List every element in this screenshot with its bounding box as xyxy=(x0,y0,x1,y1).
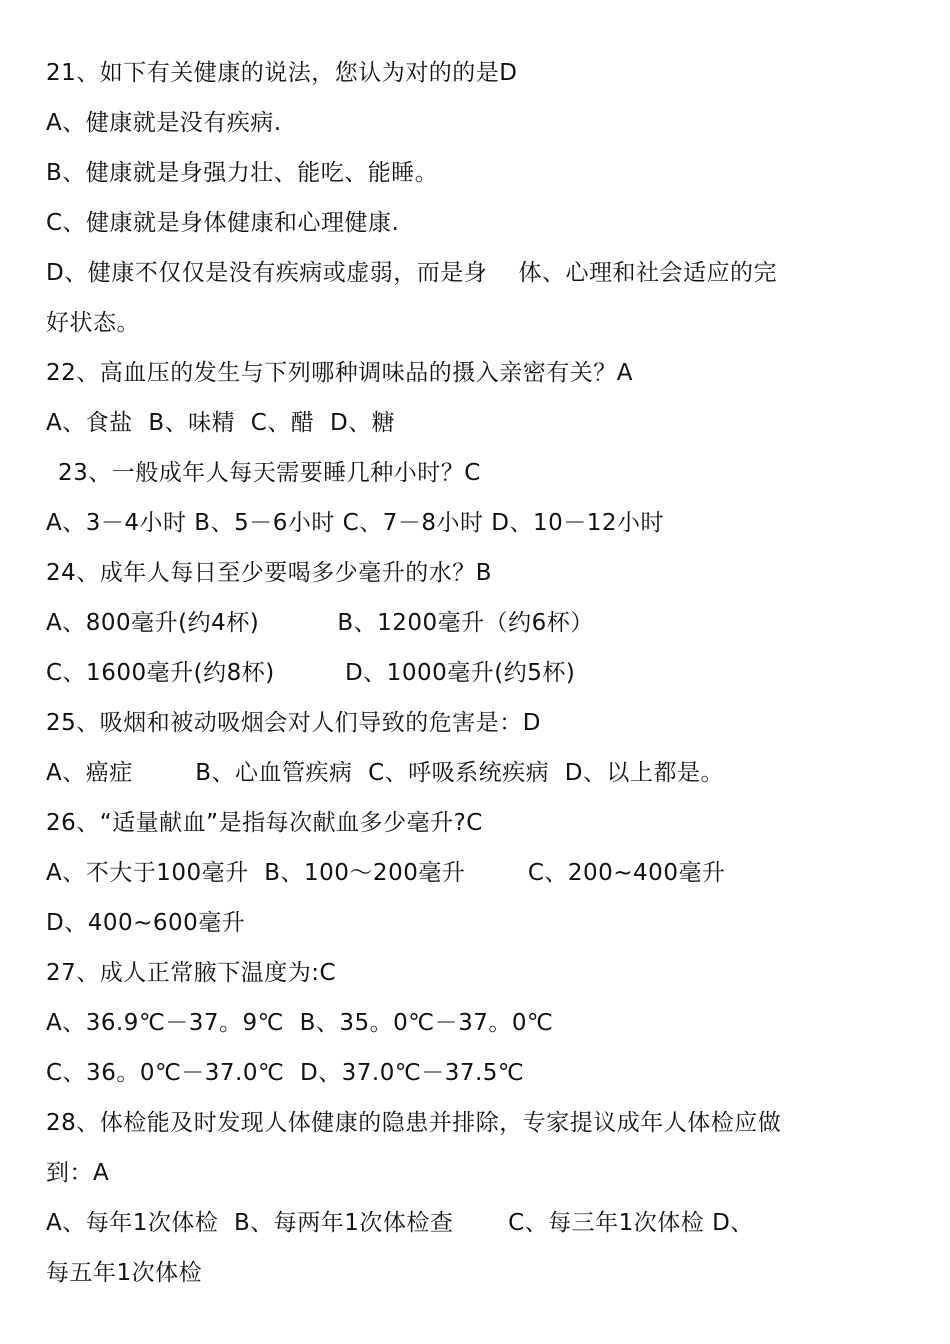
question-28: 28、体检能及时发现人体健康的隐患并排除，专家提议成年人体检应做 xyxy=(46,1110,782,1136)
question-26: 26、“适量献血”是指每次献血多少毫升?C xyxy=(46,810,483,836)
q21-option-d: D、健康不仅仅是没有疾病或虚弱，而是身 体、心理和社会适应的完 xyxy=(46,260,777,286)
question-27: 27、成人正常腋下温度为:C xyxy=(46,960,337,986)
q27-options-cd: C、36。0℃－37.0℃ D、37.0℃－37.5℃ xyxy=(46,1060,525,1086)
q23-options: A、3－4小时 B、5－6小时 C、7－8小时 D、10－12小时 xyxy=(46,510,665,536)
q24-options-ab: A、800毫升(约4杯) B、1200毫升（约6杯） xyxy=(46,610,594,636)
q21-option-c: C、健康就是身体健康和心理健康. xyxy=(46,210,400,236)
q21-option-b: B、健康就是身强力壮、能吃、能睡。 xyxy=(46,160,439,186)
q26-options-abc: A、不大于100毫升 B、100～200毫升 C、200~400毫升 xyxy=(46,860,726,886)
question-21: 21、如下有关健康的说法，您认为对的的是D xyxy=(46,60,518,86)
question-22: 22、高血压的发生与下列哪种调味品的摄入亲密有关？A xyxy=(46,360,634,386)
q21-option-a: A、健康就是没有疾病. xyxy=(46,110,282,136)
q22-options: A、食盐 B、味精 C、醋 D、糖 xyxy=(46,410,396,436)
q28-options-continued: 每五年1次体检 xyxy=(46,1260,203,1286)
q25-options: A、癌症 B、心血管疾病 C、呼吸系统疾病 D、以上都是。 xyxy=(46,760,725,786)
question-23: 23、一般成年人每天需要睡几种小时？C xyxy=(58,460,481,486)
q21-option-d-continued: 好状态。 xyxy=(46,310,140,336)
q26-option-d: D、400~600毫升 xyxy=(46,910,246,936)
q28-options: A、每年1次体检 B、每两年1次体检查 C、每三年1次体检 D、 xyxy=(46,1210,754,1236)
q24-options-cd: C、1600毫升(约8杯) D、1000毫升(约5杯) xyxy=(46,660,576,686)
question-25: 25、吸烟和被动吸烟会对人们导致的危害是：D xyxy=(46,710,541,736)
q27-options-ab: A、36.9℃－37。9℃ B、35。0℃－37。0℃ xyxy=(46,1010,554,1036)
question-28-continued: 到：A xyxy=(46,1160,110,1186)
question-24: 24、成年人每日至少要喝多少毫升的水？B xyxy=(46,560,493,586)
